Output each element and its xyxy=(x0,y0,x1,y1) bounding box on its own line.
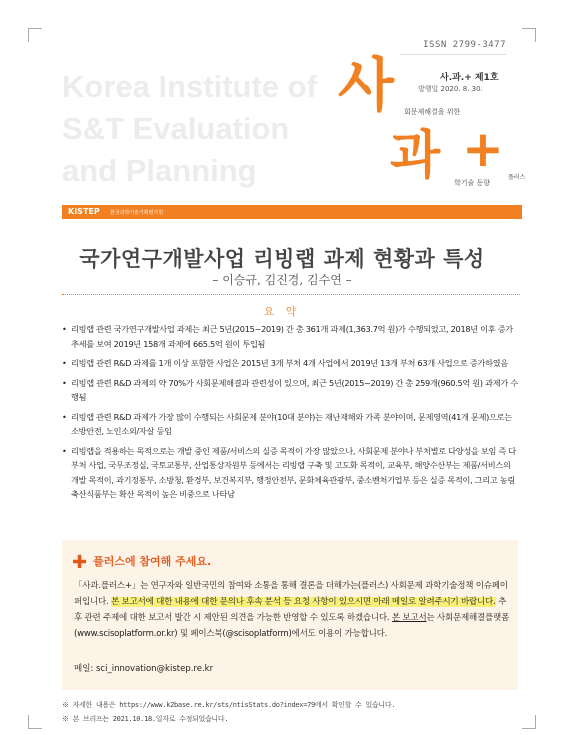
participation-intro: 「사과.플러스+」는 연구자와 일반국민의 참여와 소통을 통해 결론을 더해가는(플러스) 사회문제 과학기술정책 이슈페이퍼입니다. xyxy=(74,581,508,607)
footnote-source: ※ 자세한 내용은 https://www.k2base.re.kr/sts/ntisStats.do?index=79에서 확인할 수 있습니다. xyxy=(62,701,396,709)
logo-part-sa: 사 xyxy=(338,51,395,119)
participation-heading xyxy=(72,552,211,573)
footnote-revision: ※ 본 브리프는 2021.10.18.일자로 수정되었습니다. xyxy=(62,715,229,723)
kistep-logo: KISTEP xyxy=(68,207,100,216)
article-title: 국가연구개발사업 리빙랩 과제 현황과 특성 xyxy=(79,246,485,271)
summary-item: • 리빙랩 관련 R&D 과제의 약 70%가 사회문제해결과 관련성이 있으며, 최근 5년(2015~2019) 간 총 259개(960.5억 원) 과제가 수행됨 xyxy=(62,376,520,405)
logo-subtitle-2: 학기술 동향 xyxy=(454,179,491,187)
issue-number: 사.과.+ 제1호 xyxy=(440,73,499,83)
summary-list xyxy=(62,322,520,507)
kistep-full-name: 한국과학기술기획평가원 xyxy=(110,210,164,216)
institute-name-line-1: Korea Institute of xyxy=(62,69,317,104)
crop-mark-top-left xyxy=(28,28,42,42)
participation-report-ref: 본 보고서 xyxy=(391,613,427,623)
institute-name-line-2: S&T Evaluation xyxy=(62,111,290,146)
crop-mark-bottom-left xyxy=(28,715,42,729)
crop-mark-top-right xyxy=(522,28,536,42)
institute-name xyxy=(62,66,317,192)
dotted-divider xyxy=(62,294,520,295)
issn-divider xyxy=(400,54,506,55)
summary-item: • 리빙랩 관련 국가연구개발사업 과제는 최근 5년(2015~2019) 간 총 361개 과제(1,363.7억 원)가 수행되었고, 2018년 이후 증가 추세를 보여 2019년 158개 과제에 665.5억 원이 투입됨 xyxy=(62,322,520,351)
plus-icon: ✚ xyxy=(72,552,88,573)
participation-note: 추후 관련 주제에 대한 보고서 발간 시 제안된 의견을 가능한 반영할 수 있도록 하겠습니다. xyxy=(74,597,507,623)
orange-banner xyxy=(62,205,522,219)
logo-subtitle-1: 회문제해결을 위한 xyxy=(404,108,461,116)
participation-body xyxy=(74,578,510,642)
contact-email[interactable]: 메일: sci_innovation@kistep.re.kr xyxy=(74,664,214,674)
summary-item: • 리빙랩 관련 R&D 과제를 1개 이상 포함한 사업은 2015년 3개 부처 4개 사업에서 2019년 13개 부처 63개 사업으로 증가하였음 xyxy=(62,356,520,371)
participation-highlight: 본 보고서에 대한 내용에 대한 문의나 후속 분석 등 요청 사항이 있으시면 아래 메일로 알려주시기 바랍니다. xyxy=(111,597,496,607)
participation-box xyxy=(62,540,518,690)
participation-heading-text: 플러스에 참여해 주세요. xyxy=(93,555,212,568)
logo-plus-label: 플러스 xyxy=(508,174,526,181)
plus-icon: + xyxy=(462,120,504,178)
logo-part-gwa: 과 xyxy=(390,126,441,186)
issue-date: 발행일 2020. 8. 30. xyxy=(418,85,483,93)
summary-item: • 리빙랩 관련 R&D 과제가 가장 많이 수행되는 사회문제 분야(10대 분야)는 재난재해와 가족 분야이며, 문제영역(41개 문제)으로는 소방안전, 노인소외/자살 등임 xyxy=(62,410,520,439)
issn-number: ISSN 2799-3477 xyxy=(423,40,506,50)
summary-heading: 요 약 xyxy=(263,305,301,318)
institute-name-line-3: and Planning xyxy=(62,153,257,188)
summary-item: • 리빙랩을 적용하는 목적으로는 개발 중인 제품/서비스의 실증 목적이 가장 많았으나, 사회문제 분야나 부처별로 다양성을 보임 즉 다부처 사업, 국무조정실, 국토교통부, 산업통상자원부 등에서는 리빙랩 구축 및 고도화 목적이, 교육부, 해양수산부는 제품/서비스의 개발 목적이, 과기정통부, 소방청, 환경부, 보건복지부, 행정안전부, 문화체육관광부, 중소벤처기업부 등은 실증 목적이, 그리고 농림축산식품부는 확산 목적이 높은 비중으로 나타남 xyxy=(62,444,520,502)
article-authors: – 이승규, 김진경, 김수연 – xyxy=(212,273,352,287)
participation-platform: 는 사회문제해결플랫폼(www.scisoplatform.or.kr) 및 페이스북(@scisoplatform)에서도 이용이 가능합니다. xyxy=(74,613,510,639)
crop-mark-bottom-right xyxy=(522,715,536,729)
